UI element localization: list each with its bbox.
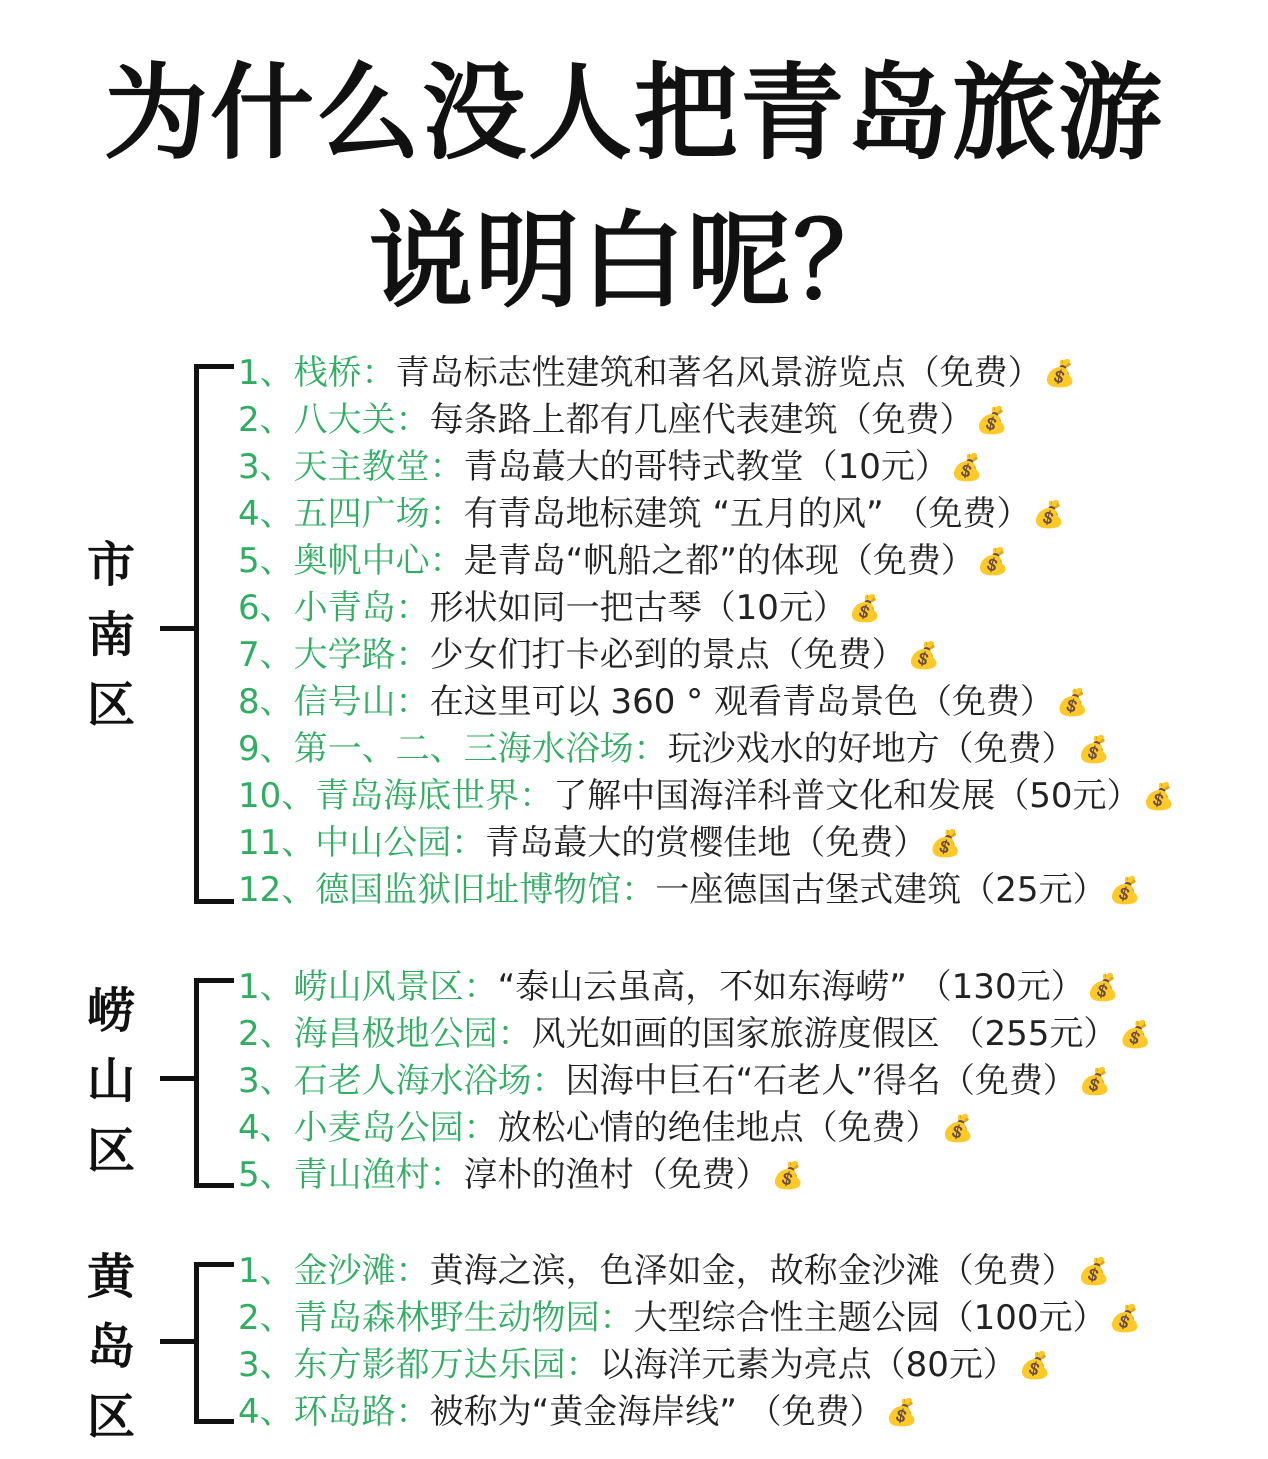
district-label-char: 黄 — [86, 1249, 135, 1305]
money-bag-icon: 💰 — [1142, 782, 1175, 812]
district-label — [80, 530, 142, 740]
district-label-char: 市 — [86, 537, 135, 593]
money-bag-icon: 💰 — [1086, 973, 1119, 1003]
list-item — [238, 1295, 1141, 1342]
list-item — [238, 679, 1175, 726]
attraction-name: 2、八大关： — [238, 400, 430, 440]
attraction-desc: 被称为“黄金海岸线” （免费） — [429, 1392, 884, 1432]
list-item — [238, 491, 1175, 538]
attraction-name: 4、五四广场： — [238, 494, 464, 534]
money-bag-icon: 💰 — [1078, 1067, 1112, 1097]
money-bag-icon: 💰 — [1108, 876, 1141, 906]
list-item — [238, 964, 1152, 1011]
attraction-name: 2、青岛森林野生动物园： — [238, 1298, 634, 1338]
attraction-name: 7、大学路： — [238, 635, 430, 675]
district-label — [80, 1242, 142, 1452]
attraction-desc: 形状如同一把古琴（10元） — [429, 588, 847, 628]
attraction-name: 5、奥帆中心： — [238, 541, 464, 581]
money-bag-icon: 💰 — [848, 594, 882, 624]
attraction-name: 3、东方影都万达乐园： — [238, 1345, 600, 1385]
money-bag-icon: 💰 — [771, 1161, 805, 1191]
money-bag-icon: 💰 — [1032, 500, 1065, 530]
attraction-desc: 以海洋元素为亮点（80元） — [599, 1345, 1017, 1385]
bracket-stem — [160, 626, 196, 631]
attraction-desc: 黄海之滨，色泽如金，故称金沙滩（免费） — [429, 1251, 1076, 1291]
attraction-name: 4、环岛路： — [238, 1392, 430, 1432]
list-item — [238, 1058, 1152, 1105]
money-bag-icon: 💰 — [1077, 1257, 1111, 1287]
attraction-desc: 青岛蕞大的哥特式教堂（10元） — [463, 447, 949, 487]
attraction-list — [238, 964, 1152, 1199]
attraction-name: 12、德国监狱旧址博物馆： — [238, 870, 656, 910]
list-item — [238, 820, 1175, 867]
attraction-name: 1、崂山风景区： — [238, 967, 498, 1007]
attraction-desc: 玩沙戏水的好地方（免费） — [667, 729, 1076, 769]
attraction-name: 5、青山渔村： — [238, 1155, 464, 1195]
bracket — [194, 978, 234, 1188]
district-label — [80, 976, 142, 1186]
attraction-desc: 风光如画的国家旅游度假区 （255元） — [531, 1014, 1118, 1054]
money-bag-icon: 💰 — [929, 829, 962, 859]
district-label-char: 区 — [86, 1123, 135, 1179]
list-item — [238, 867, 1175, 914]
attraction-desc: 是青岛“帆船之都”的体现（免费） — [463, 541, 975, 581]
list-item — [238, 1342, 1141, 1389]
attraction-desc: 有青岛地标建筑 “五月的风” （免费） — [463, 494, 1031, 534]
attraction-desc: 青岛蕞大的赏樱佳地（免费） — [485, 823, 928, 863]
district-label-char: 岛 — [86, 1319, 135, 1375]
attraction-name: 10、青岛海底世界： — [238, 776, 554, 816]
money-bag-icon: 💰 — [1018, 1351, 1052, 1381]
attraction-desc: 青岛标志性建筑和著名风景游览点（免费） — [395, 353, 1042, 393]
money-bag-icon: 💰 — [941, 1114, 975, 1144]
money-bag-icon: 💰 — [976, 547, 1010, 577]
list-item — [238, 585, 1175, 632]
list-item — [238, 1389, 1141, 1436]
attraction-desc: 因海中巨石“石老人”得名（免费） — [565, 1061, 1077, 1101]
district-label-char: 崂 — [86, 983, 135, 1039]
district-label-char: 南 — [86, 607, 135, 663]
attraction-name: 9、第一、二、三海水浴场： — [238, 729, 668, 769]
attraction-desc: 放松心情的绝佳地点（免费） — [497, 1108, 940, 1148]
money-bag-icon: 💰 — [1077, 735, 1111, 765]
list-item — [238, 444, 1175, 491]
list-item — [238, 1248, 1141, 1295]
list-item — [238, 397, 1175, 444]
attraction-desc: 少女们打卡必到的景点（免费） — [429, 635, 906, 675]
list-item — [238, 1011, 1152, 1058]
attraction-list — [238, 350, 1175, 914]
bracket — [194, 364, 234, 904]
money-bag-icon: 💰 — [885, 1398, 919, 1428]
district-label-char: 区 — [86, 677, 135, 733]
money-bag-icon: 💰 — [1119, 1020, 1152, 1050]
bracket-stem — [160, 1076, 196, 1081]
money-bag-icon: 💰 — [975, 406, 1009, 436]
attraction-name: 2、海昌极地公园： — [238, 1014, 532, 1054]
list-item — [238, 726, 1175, 773]
attraction-desc: 一座德国古堡式建筑（25元） — [655, 870, 1107, 910]
district-label-char: 山 — [86, 1053, 135, 1109]
list-item — [238, 632, 1175, 679]
attraction-name: 11、中山公园： — [238, 823, 486, 863]
attraction-desc: 淳朴的渔村（免费） — [463, 1155, 770, 1195]
attraction-name: 4、小麦岛公园： — [238, 1108, 498, 1148]
attraction-name: 1、金沙滩： — [238, 1251, 430, 1291]
attraction-desc: 每条路上都有几座代表建筑（免费） — [429, 400, 974, 440]
page-title-line-2: 说明白呢？ — [368, 200, 899, 322]
list-item — [238, 1105, 1152, 1152]
money-bag-icon: 💰 — [907, 641, 941, 671]
money-bag-icon: 💰 — [1043, 359, 1077, 389]
attraction-name: 8、信号山： — [238, 682, 430, 722]
attraction-desc: 在这里可以 360 ° 观看青岛景色（免费） — [429, 682, 1054, 722]
attraction-desc: 了解中国海洋科普文化和发展（50元） — [553, 776, 1141, 816]
attraction-name: 3、石老人海水浴场： — [238, 1061, 566, 1101]
list-item — [238, 350, 1175, 397]
money-bag-icon: 💰 — [1055, 688, 1089, 718]
bracket-stem — [160, 1339, 196, 1344]
attraction-desc: 大型综合性主题公园（100元） — [633, 1298, 1107, 1338]
attraction-name: 1、栈桥： — [238, 353, 396, 393]
attraction-name: 6、小青岛： — [238, 588, 430, 628]
money-bag-icon: 💰 — [950, 453, 984, 483]
district-label-char: 区 — [86, 1389, 135, 1445]
page-title-line-1: 为什么没人把青岛旅游 — [103, 52, 1164, 174]
money-bag-icon: 💰 — [1108, 1304, 1141, 1334]
list-item — [238, 1152, 1152, 1199]
list-item — [238, 538, 1175, 585]
list-item — [238, 773, 1175, 820]
bracket — [194, 1262, 234, 1424]
attraction-list — [238, 1248, 1141, 1436]
attraction-name: 3、天主教堂： — [238, 447, 464, 487]
attraction-desc: “泰山云虽高，不如东海崂” （130元） — [497, 967, 1085, 1007]
